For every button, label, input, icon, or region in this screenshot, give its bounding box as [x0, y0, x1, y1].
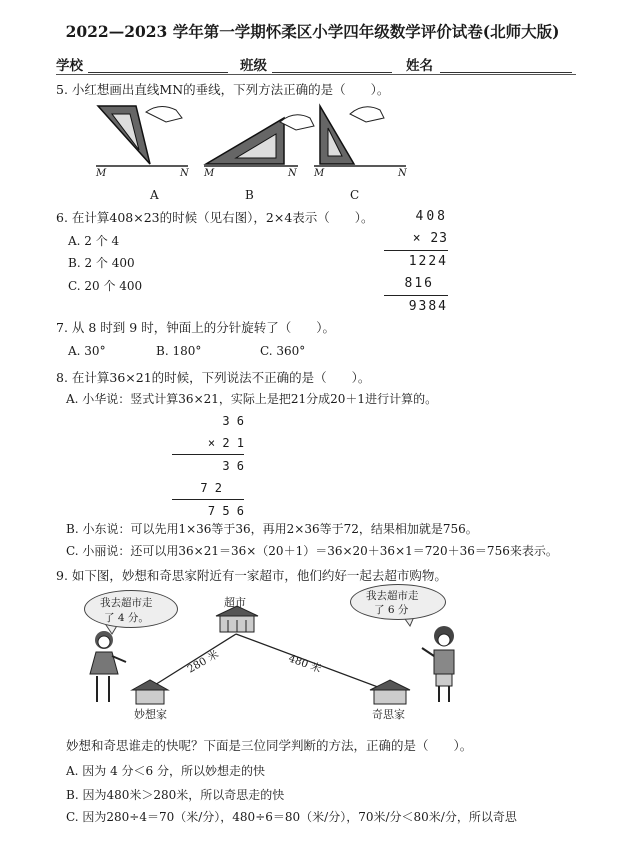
q6-option-a[interactable]: A. 2 个 4: [68, 234, 120, 248]
page-title: 2022—2023 学年第一学期怀柔区小学四年级数学评价试卷(北师大版): [65, 22, 560, 41]
qisi-home-label: 奇思家: [372, 708, 405, 721]
point-m-a: M: [96, 168, 107, 179]
girl-speech-line2: 了 4 分。: [104, 612, 149, 624]
q8-calc-row4: 7 2: [172, 477, 244, 500]
miaoxiang-house: [132, 680, 168, 704]
q6-calc-line2: × 23: [384, 228, 448, 251]
q6-calc-line1: 408: [415, 209, 448, 224]
q6-calc-line4: 816: [384, 273, 448, 296]
school-label: 学校: [56, 58, 83, 74]
q5-option-c[interactable]: C: [350, 188, 360, 202]
miaoxiang-home-label: 妙想家: [134, 708, 167, 721]
question-5-text: 5. 小红想画出直线MN的垂线，下列方法正确的是（ ）。: [56, 82, 390, 97]
q6-calc-line5: 9384: [408, 299, 448, 314]
q6-calc-line3: 1224: [408, 254, 448, 269]
q9-question: 妙想和奇思谁走的快呢？下面是三位同学判断的方法，正确的是（ ）。: [66, 738, 473, 753]
q8-calc-row3: 3 6: [222, 459, 244, 473]
q8-option-c[interactable]: C. 小丽说：还可以用36×21＝36×（20＋1）＝36×20＋36×1＝720＋36＝756来表示。: [66, 544, 558, 558]
q8-option-b[interactable]: B. 小东说：可以先用1×36等于36，再用2×36等于72，结果相加就是756。: [66, 522, 478, 536]
q5-option-b[interactable]: B: [245, 188, 254, 202]
point-n-a: N: [180, 168, 189, 179]
question-8-text: 8. 在计算36×21的时候，下列说法不正确的是（ ）。: [56, 370, 371, 385]
q7-option-a[interactable]: A. 30°: [68, 344, 106, 358]
q9-option-c[interactable]: C. 因为280÷4＝70（米/分），480÷6＝80（米/分），70米/分＜80米/分，所以奇思: [66, 810, 517, 824]
point-n-c: N: [398, 168, 407, 179]
point-m-b: M: [204, 168, 215, 179]
q6-option-c[interactable]: C. 20 个 400: [68, 279, 143, 293]
supermarket-label: 超市: [224, 596, 246, 609]
q7-option-c[interactable]: C. 360°: [260, 344, 306, 358]
q7-option-b[interactable]: B. 180°: [156, 344, 202, 358]
q9-option-b[interactable]: B. 因为480米＞280米，所以奇思走的快: [66, 788, 285, 802]
distance-right: 480 米: [286, 652, 323, 676]
q8-option-a[interactable]: A. 小华说：竖式计算36×21，实际上是把21分成20＋1进行计算的。: [66, 392, 438, 406]
girl-speech-line1: 我去超市走: [100, 597, 153, 609]
question-7-text: 7. 从 8 时到 9 时，钟面上的分针旋转了（ ）。: [56, 320, 335, 335]
girl-figure: [90, 631, 126, 702]
point-m-c: M: [314, 168, 325, 179]
boy-figure: [422, 626, 454, 702]
qisi-house: [370, 680, 410, 704]
q8-calc-row1: 3 6: [222, 414, 244, 428]
question-6-text: 6. 在计算408×23的时候（见右图），2×4表示（ ）。: [56, 210, 374, 225]
class-label: 班级: [240, 58, 267, 74]
boy-speech-line1: 我去超市走: [366, 590, 419, 602]
q8-calc-row2: × 2 1: [172, 432, 244, 455]
distance-left: 280 米: [185, 648, 221, 676]
q5-option-a[interactable]: A: [150, 188, 159, 202]
boy-speech-line2: 了 6 分: [374, 604, 409, 616]
q9-option-a[interactable]: A. 因为 4 分＜6 分，所以妙想走的快: [66, 764, 266, 778]
q6-option-b[interactable]: B. 2 个 400: [68, 256, 135, 270]
point-n-b: N: [288, 168, 297, 179]
name-label: 姓名: [406, 58, 433, 74]
q8-calc-row5: 7 5 6: [207, 504, 244, 518]
question-9-text: 9. 如下图，妙想和奇思家附近有一家超市，他们约好一起去超市购物。: [56, 568, 447, 583]
